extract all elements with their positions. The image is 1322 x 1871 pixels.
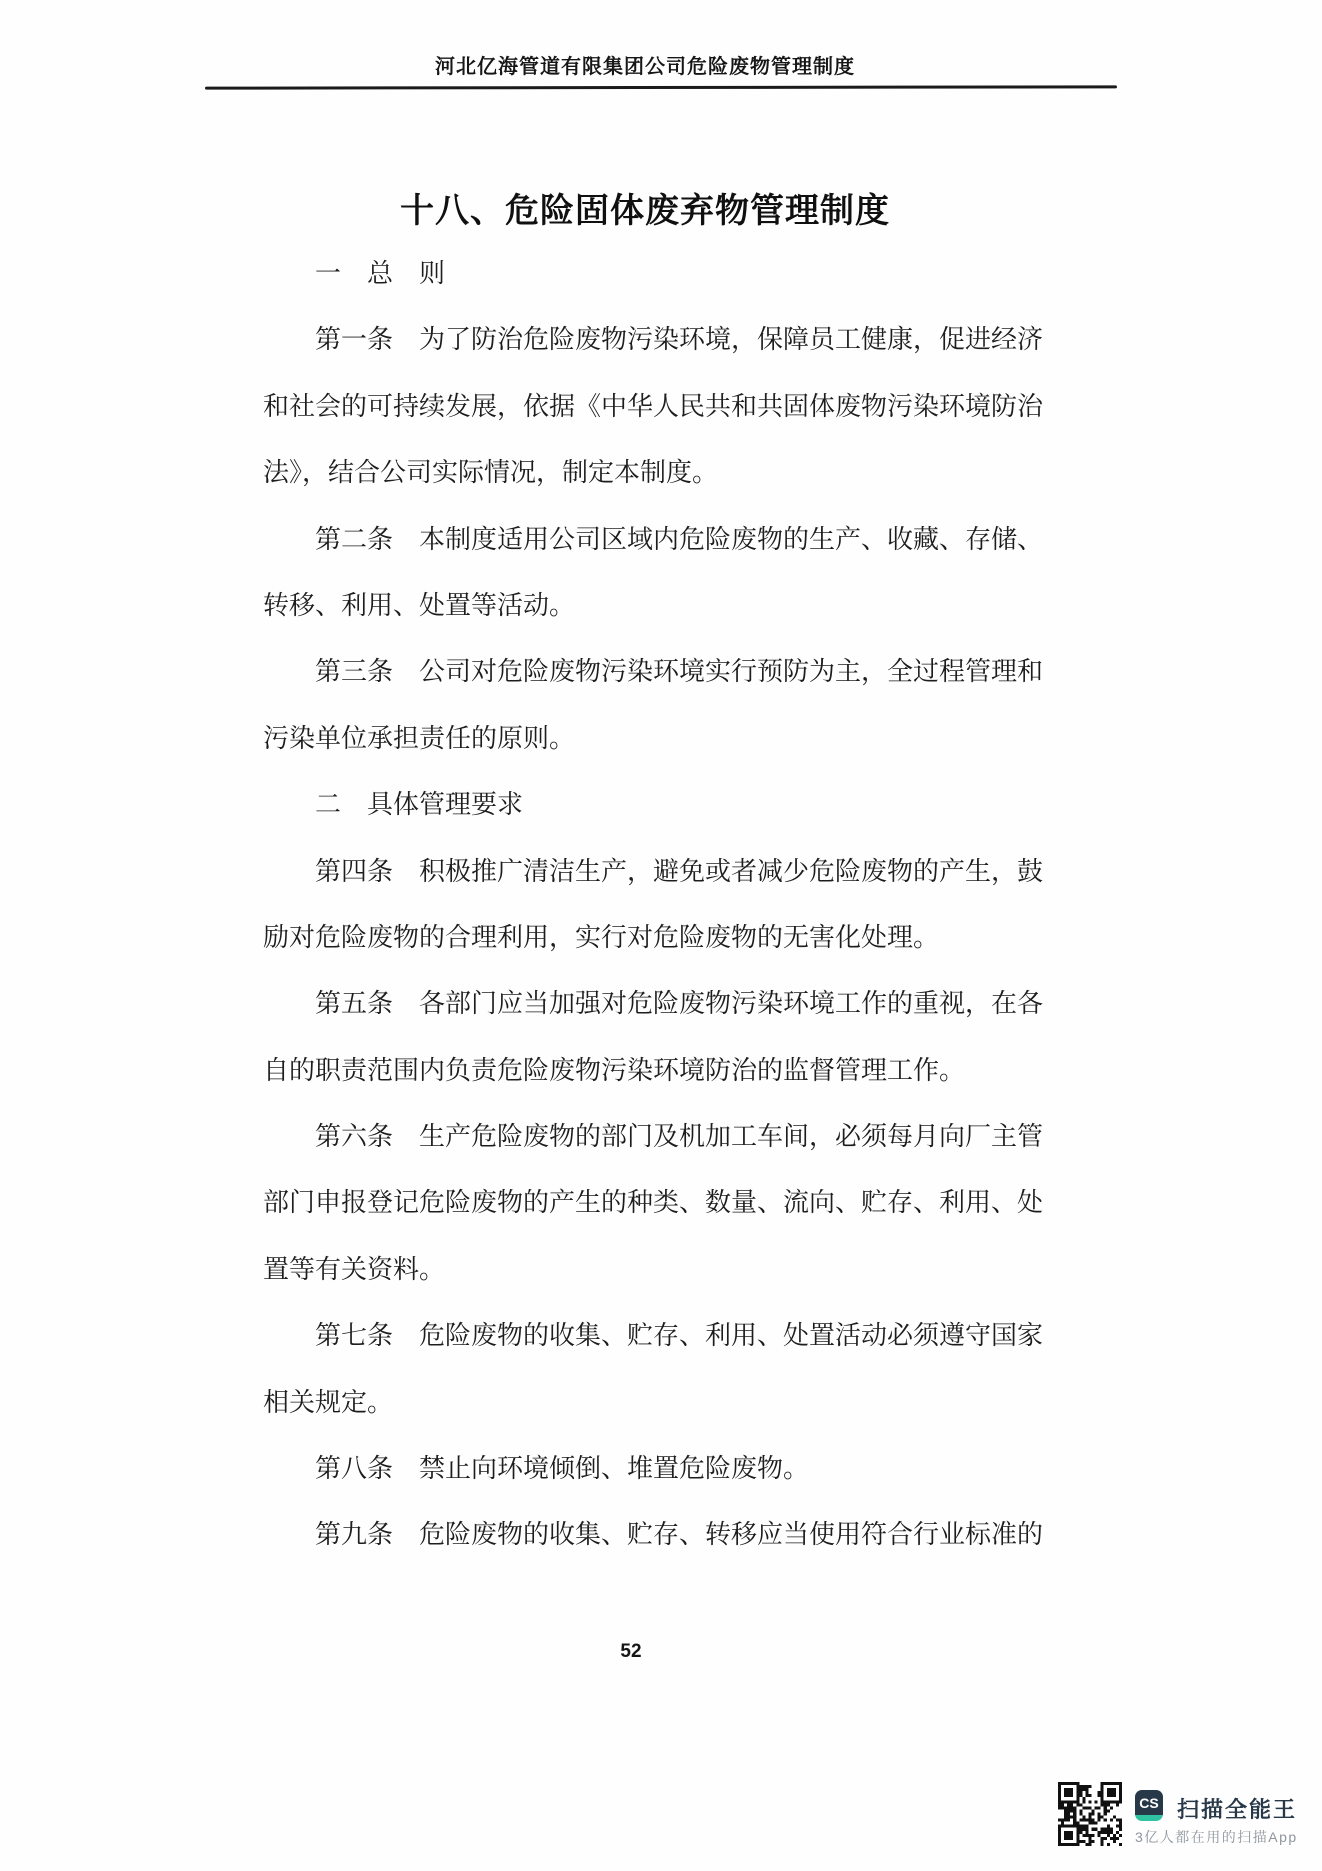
qr-code-icon	[1058, 1782, 1122, 1846]
text-line: 第五条 各部门应当加强对危险废物污染环境工作的重视，在各	[315, 988, 1044, 1019]
text-line: 自的职责范围内负责危险废物污染环境防治的监督管理工作。	[263, 1054, 966, 1085]
camscanner-watermark	[1058, 1782, 1308, 1848]
text-line: 转移、利用、处置等活动。	[263, 589, 576, 620]
cs-logo-strip	[1135, 1815, 1163, 1821]
text-line: 第六条 生产危险废物的部门及机加工车间，必须每月向厂主管	[315, 1121, 1044, 1152]
text-line: 第八条 禁止向环境倾倒、堆置危险废物。	[315, 1453, 810, 1484]
text-line: 一 总 则	[315, 258, 446, 288]
watermark-tagline: 3亿人都在用的扫描App	[1135, 1829, 1298, 1845]
text-line: 第四条 积极推广清洁生产，避免或者减少危险废物的产生，鼓	[315, 855, 1044, 886]
text-line: 相关规定。	[263, 1386, 394, 1417]
text-line: 法》，结合公司实际情况，制定本制度。	[263, 457, 719, 488]
page-number: 52	[620, 1641, 642, 1662]
page-header: 河北亿海管道有限集团公司危险废物管理制度	[435, 56, 855, 78]
text-line: 置等有关资料。	[263, 1253, 446, 1284]
cs-logo-letters: CS	[1135, 1790, 1163, 1815]
text-line: 第二条 本制度适用公司区域内危险废物的生产、收藏、存储、	[315, 523, 1044, 554]
text-line: 和社会的可持续发展，依据《中华人民共和共固体废物污染环境防治	[263, 390, 1044, 421]
text-line: 第七条 危险废物的收集、贮存、利用、处置活动必须遵守国家	[315, 1320, 1044, 1351]
text-line: 二 具体管理要求	[315, 789, 524, 820]
text-line: 励对危险废物的合理利用，实行对危险废物的无害化处理。	[263, 921, 940, 952]
cs-logo-icon	[1135, 1790, 1163, 1821]
text-line: 第一条 为了防治危险废物污染环境，保障员工健康，促进经济	[315, 324, 1044, 355]
text-line: 污染单位承担责任的原则。	[263, 722, 576, 753]
body-lines	[263, 240, 1083, 1568]
text-line: 第三条 公司对危险废物污染环境实行预防为主，全过程管理和	[315, 656, 1044, 687]
header-rule	[205, 85, 1117, 89]
watermark-app-name: 扫描全能王	[1177, 1797, 1298, 1822]
text-line: 部门申报登记危险废物的产生的种类、数量、流向、贮存、利用、处	[263, 1187, 1044, 1218]
text-line: 第九条 危险废物的收集、贮存、转移应当使用符合行业标准的	[315, 1519, 1044, 1550]
chapter-title: 十八、危险固体废弃物管理制度	[400, 192, 890, 230]
